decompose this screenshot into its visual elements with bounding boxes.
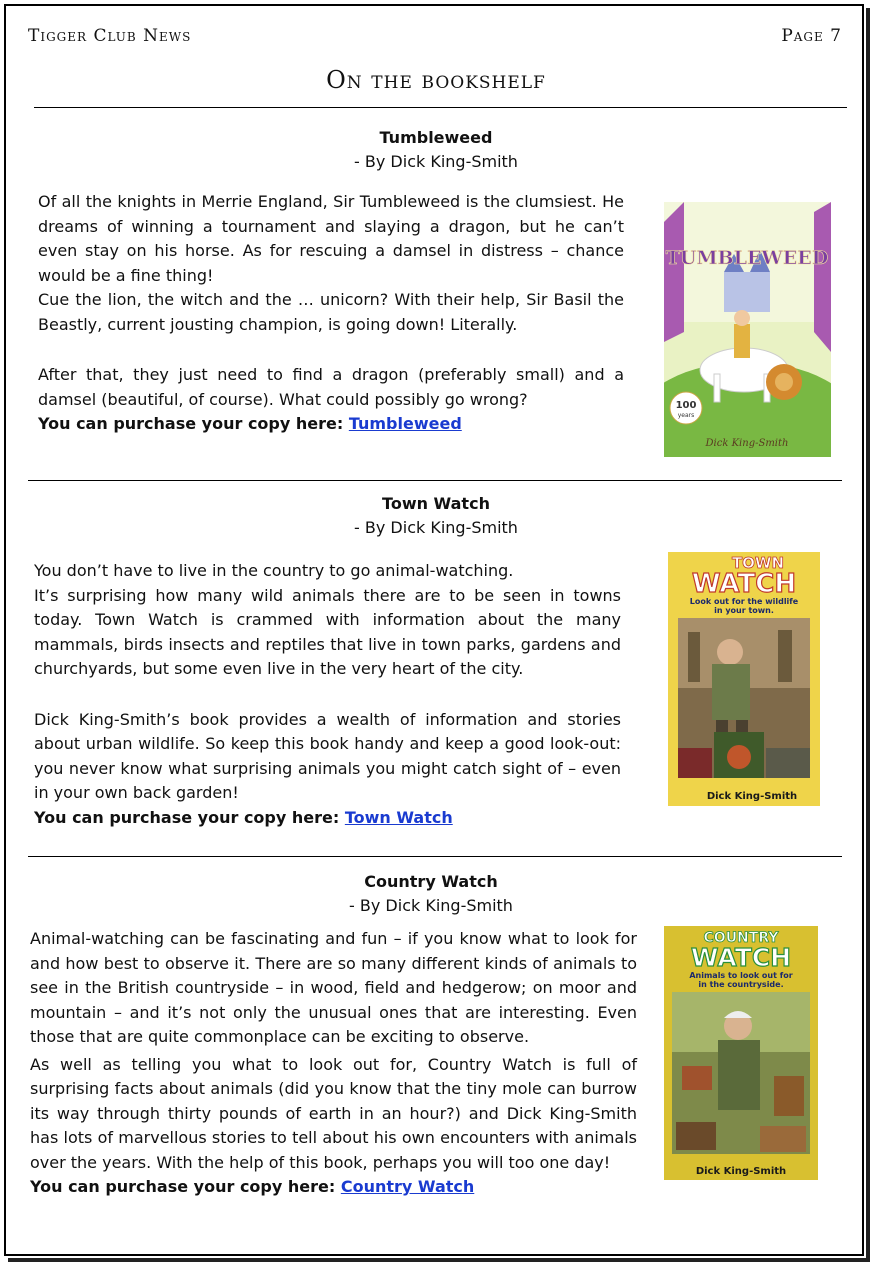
- cover-title-top: COUNTRY: [703, 930, 779, 946]
- book-description-country-watch: [30, 927, 637, 1200]
- page-title: On the bookshelf: [326, 66, 546, 94]
- purchase-line: [38, 412, 624, 437]
- section-divider: [28, 480, 842, 481]
- paragraph: You don’t have to live in the country to go animal-watching.: [34, 561, 514, 580]
- paragraph: Animal-watching can be fascinating and fun – if you know what to look for and how best to observe it. There are so many different kinds of animals to see in the British countryside – in wood, field and hedgerow; on moor and mountain – and it’s not only the unusual ones that are interesting. Even those that are quite commonplace can be exciting to observe.: [30, 929, 637, 1046]
- cover-title: TUMBLEWEED: [665, 247, 829, 269]
- book-cover-country-watch[interactable]: [664, 926, 818, 1180]
- cover-title-main: WATCH: [691, 569, 797, 599]
- cover-badge-number: 100: [675, 400, 697, 411]
- purchase-link-country-watch[interactable]: Country Watch: [340, 1177, 475, 1196]
- cover-author: Dick King-Smith: [705, 438, 789, 449]
- purchase-line: [34, 806, 621, 831]
- purchase-link-town-watch[interactable]: Town Watch: [344, 807, 453, 827]
- page-number: Page 7: [781, 26, 842, 46]
- purchase-line: [30, 1175, 637, 1200]
- cover-subtitle-2: in your town.: [714, 606, 774, 615]
- section-divider: [28, 856, 842, 857]
- cover-title-main: WATCH: [690, 943, 792, 972]
- paragraph: Cue the lion, the witch and the … unicorn? With their help, Sir Basil the Beastly, current jousting champion, is going down! Literally.: [38, 290, 624, 334]
- paragraph: It’s surprising how many wild animals there are to be seen in towns today. Town Watch is crammed with information about the many mammals, birds insects and reptiles that live in town parks, gardens and churchyards, but some even live in the very heart of the city.: [34, 585, 621, 678]
- cover-author: Dick King-Smith: [706, 791, 798, 802]
- paragraph: After that, they just need to find a dragon (preferably small) and a damsel (beautiful, of course). What could possibly go wrong?: [38, 365, 624, 409]
- purchase-label: You can purchase your copy here:: [34, 807, 345, 827]
- cover-badge-text: years: [677, 412, 695, 419]
- book-title-country-watch: Country Watch: [364, 872, 498, 891]
- book-cover-tumbleweed[interactable]: [664, 202, 831, 457]
- title-divider: [34, 107, 847, 108]
- paragraph: Dick King-Smith’s book provides a wealth of information and stories about urban wildlife. So keep this book handy and keep a good look-out: you never know what surprising animals you might catch sight of – even in your own back garden!: [34, 709, 621, 802]
- newsletter-page: [4, 4, 864, 1256]
- book-description-tumbleweed: [38, 190, 624, 437]
- book-author-town-watch: - By Dick King-Smith: [354, 518, 518, 537]
- newsletter-name: Tigger Club News: [28, 26, 192, 46]
- page-shadow-bottom: [8, 1258, 870, 1262]
- cover-subtitle-1: Animals to look out for: [689, 971, 793, 980]
- purchase-label: You can purchase your copy here:: [30, 1177, 341, 1196]
- cover-author: Dick King-Smith: [695, 1166, 787, 1177]
- cover-subtitle-1: Look out for the wildlife: [689, 597, 799, 606]
- cover-subtitle-2: in the countryside.: [698, 980, 784, 989]
- purchase-link-tumbleweed[interactable]: Tumbleweed: [348, 414, 462, 433]
- book-author-tumbleweed: - By Dick King-Smith: [354, 152, 518, 171]
- paragraph: Of all the knights in Merrie England, Sir Tumbleweed is the clumsiest. He dreams of winning a tournament and slaying a dragon, but he can’t even stay on his horse. As for rescuing a damsel in distress – chance would be a fine thing!: [38, 192, 624, 285]
- cover-title-top: TOWN: [731, 554, 785, 572]
- paragraph: As well as telling you what to look out for, Country Watch is full of surprising facts about animals (did you know that the tiny mole can burrow its way through thirty pounds of earth in an hour?) and Dick King-Smith has lots of marvellous stories to tell about his own encounters with animals over the years. With the help of this book, perhaps you will too one day!: [30, 1054, 637, 1172]
- page-shadow-right: [866, 8, 870, 1260]
- book-author-country-watch: - By Dick King-Smith: [349, 896, 513, 915]
- book-description-town-watch: [34, 559, 621, 830]
- purchase-label: You can purchase your copy here:: [38, 414, 349, 433]
- book-cover-town-watch[interactable]: [668, 552, 820, 806]
- book-title-tumbleweed: Tumbleweed: [379, 128, 493, 147]
- book-title-town-watch: Town Watch: [382, 494, 490, 513]
